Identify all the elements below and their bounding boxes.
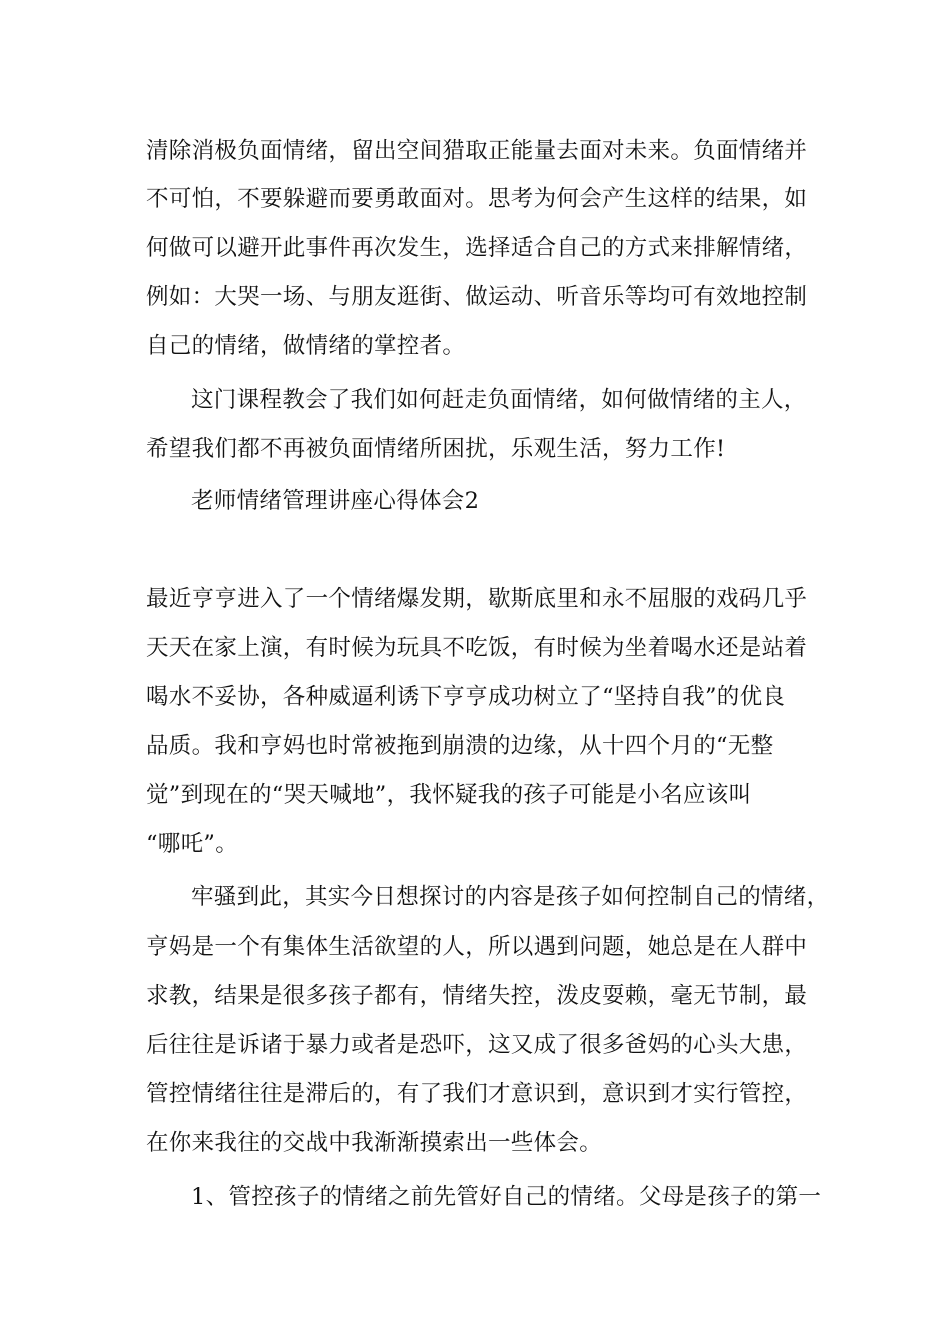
paragraph-line: 1、管控孩子的情绪之前先管好自己的情绪。父母是孩子的第一 bbox=[191, 1184, 822, 1210]
paragraph-line: 这门课程教会了我们如何赶走负面情绪，如何做情绪的主人， bbox=[191, 387, 807, 413]
paragraph-line: 牢骚到此，其实今日想探讨的内容是孩子如何控制自己的情绪， bbox=[191, 884, 830, 910]
section-title: 老师情绪管理讲座心得体会2 bbox=[191, 488, 480, 514]
paragraph-line: 喝水不妥协，各种威逼利诱下亨亨成功树立了“坚持自我”的优良 bbox=[146, 684, 786, 710]
paragraph-line: “哪吒”。 bbox=[146, 831, 239, 857]
paragraph-line: 亨妈是一个有集体生活欲望的人，所以遇到问题，她总是在人群中 bbox=[146, 934, 808, 960]
paragraph-line: 最近亨亨进入了一个情绪爆发期，歇斯底里和永不屈服的戏码几乎 bbox=[146, 586, 808, 612]
paragraph-line: 觉”到现在的“哭天喊地”，我怀疑我的孩子可能是小名应该叫 bbox=[146, 782, 752, 808]
paragraph-line: 在你来我往的交战中我渐渐摸索出一些体会。 bbox=[146, 1130, 603, 1156]
paragraph-line: 后往往是诉诸于暴力或者是恐吓，这又成了很多爸妈的心头大患， bbox=[146, 1032, 808, 1058]
paragraph-line: 天天在家上演，有时候为玩具不吃饭，有时候为坐着喝水还是站着 bbox=[146, 635, 808, 661]
paragraph-line: 例如：大哭一场、与朋友逛街、做运动、听音乐等均可有效地控制 bbox=[146, 284, 808, 310]
paragraph-line: 不可怕，不要躲避而要勇敢面对。思考为何会产生这样的结果，如 bbox=[146, 186, 808, 212]
paragraph-line: 何做可以避开此事件再次发生，选择适合自己的方式来排解情绪， bbox=[146, 235, 808, 261]
paragraph-line: 求教，结果是很多孩子都有，情绪失控，泼皮耍赖，毫无节制，最 bbox=[146, 983, 808, 1009]
paragraph-line: 品质。我和亨妈也时常被拖到崩溃的边缘，从十四个月的“无整 bbox=[146, 733, 774, 759]
paragraph-line: 希望我们都不再被负面情绪所困扰，乐观生活，努力工作! bbox=[146, 436, 726, 462]
paragraph-line: 管控情绪往往是滞后的，有了我们才意识到，意识到才实行管控， bbox=[146, 1081, 808, 1107]
paragraph-line: 自己的情绪，做情绪的掌控者。 bbox=[146, 333, 466, 359]
paragraph-line: 清除消极负面情绪，留出空间猎取正能量去面对未来。负面情绪并 bbox=[146, 138, 808, 164]
